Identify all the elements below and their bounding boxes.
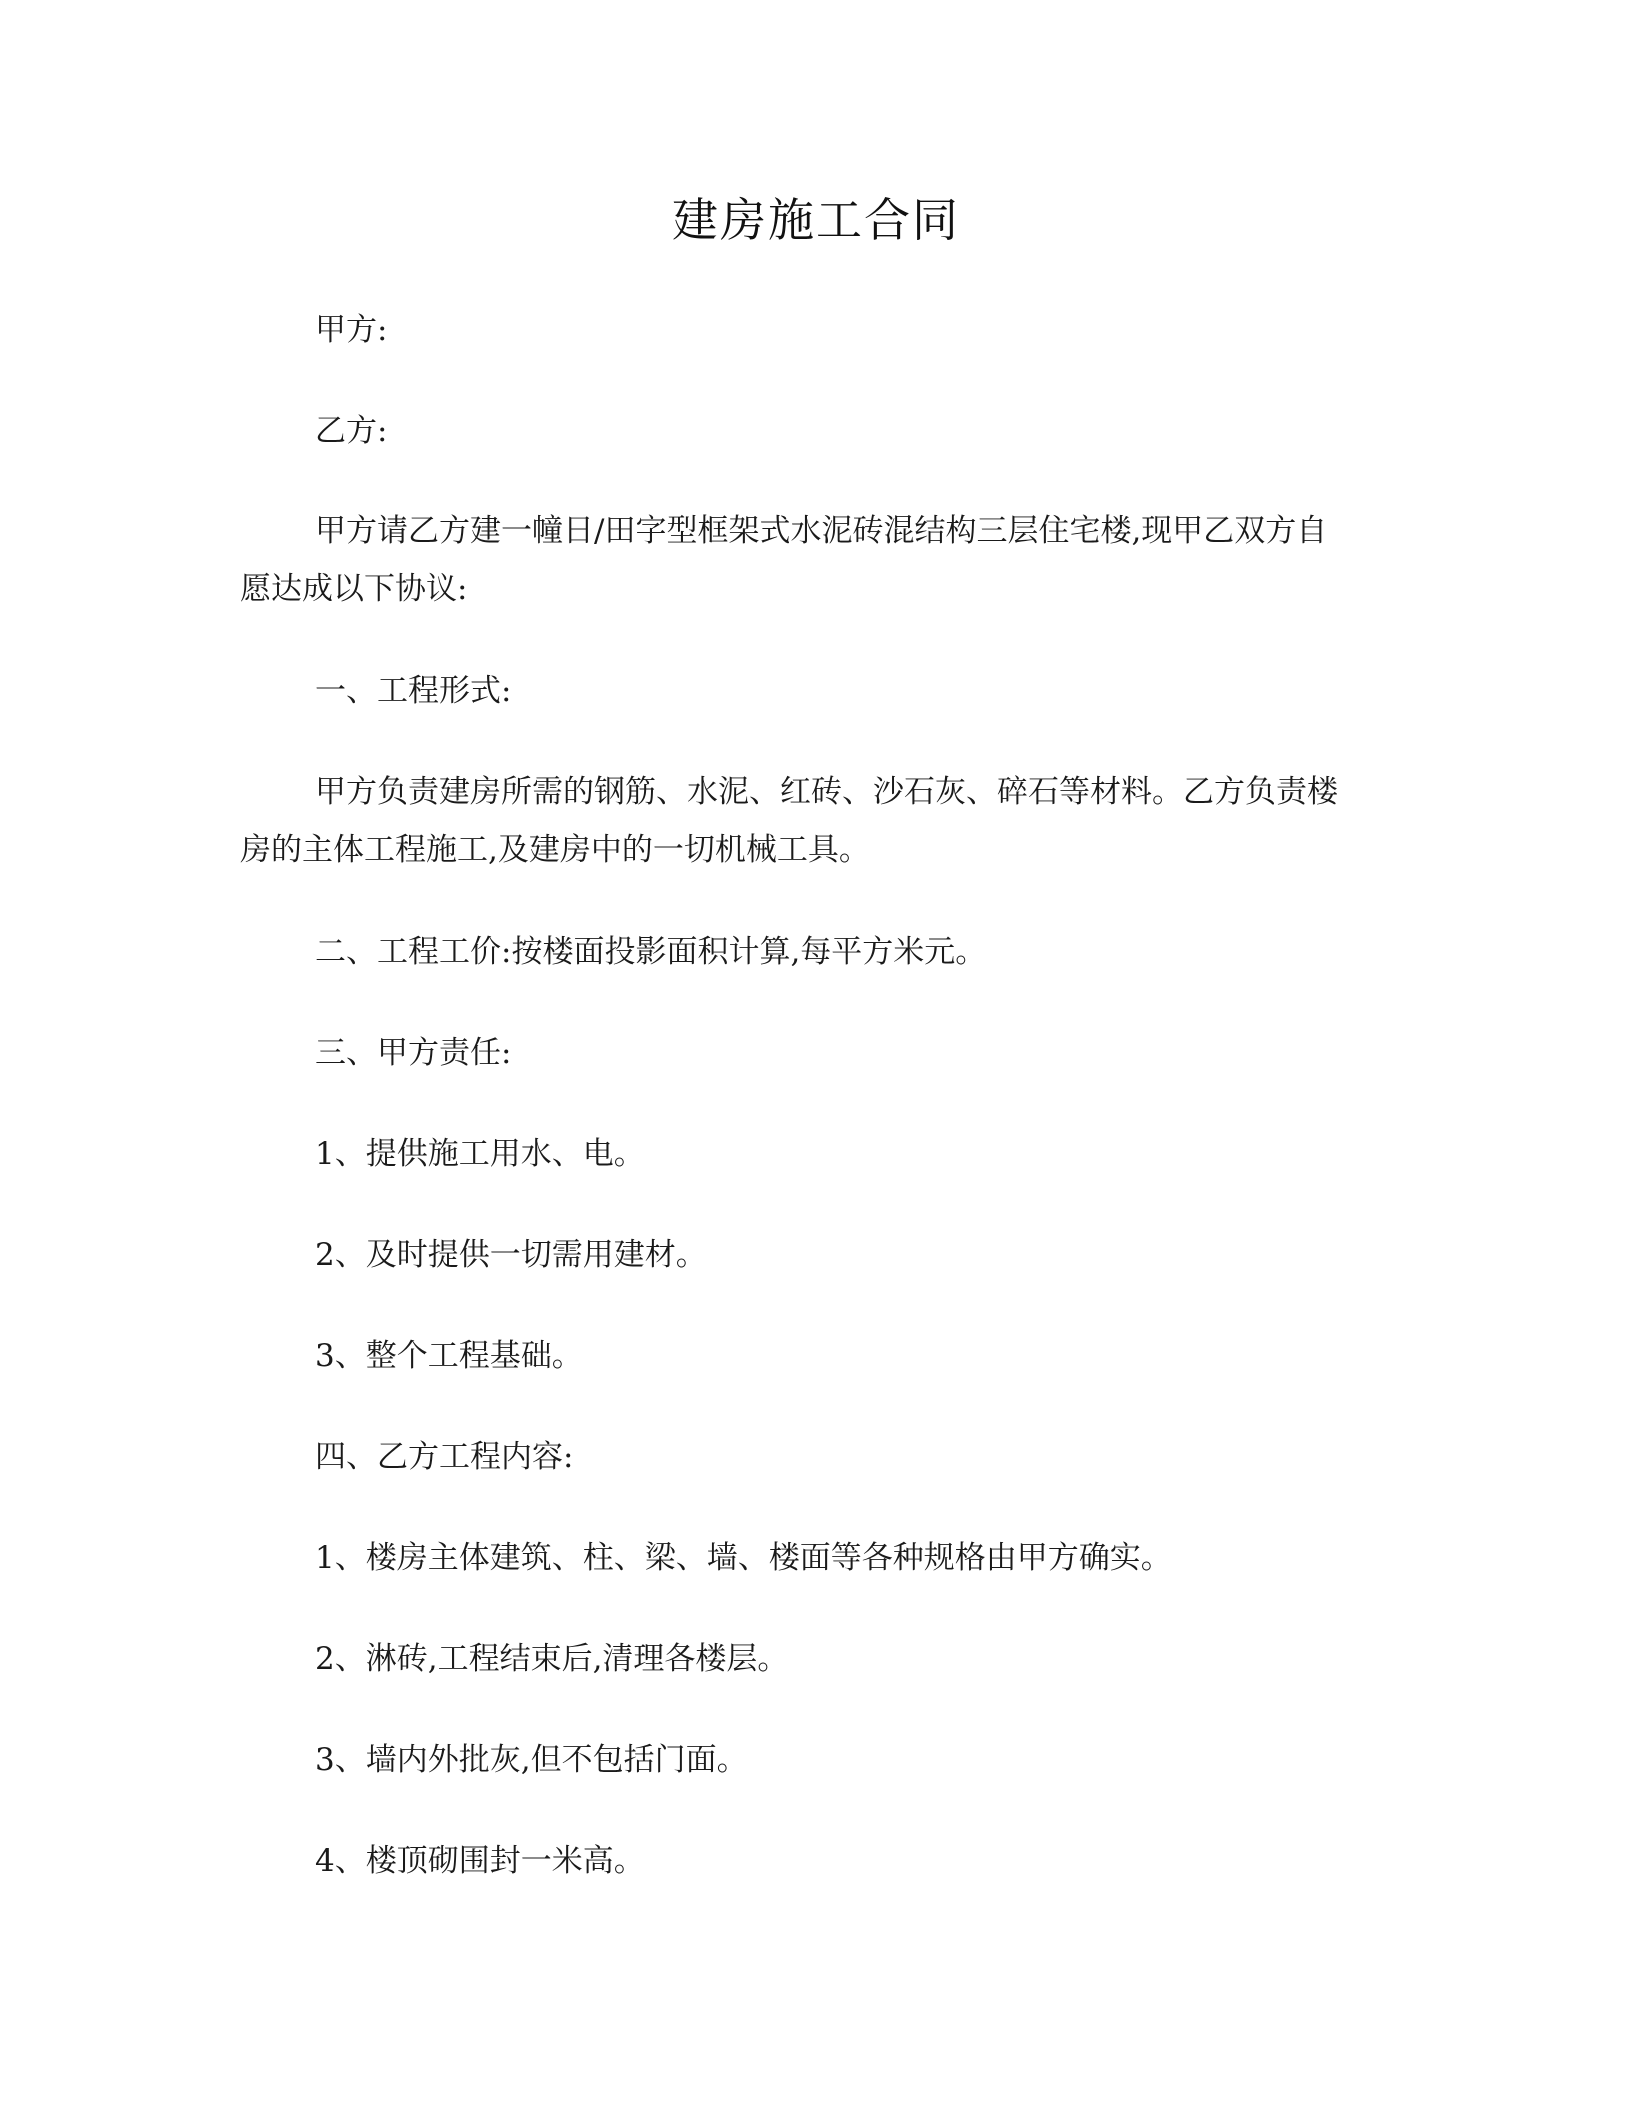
party-b-label: 乙方: [315, 413, 388, 449]
intro-line-1: 甲方请乙方建一幢日/田字型框架式水泥砖混结构三层住宅楼,现甲乙双方自 [315, 513, 1328, 549]
section-4-item: 4、楼顶砌围封一米高。 [315, 1843, 645, 1879]
document-title: 建房施工合同 [672, 193, 960, 247]
section-3-item: 3、整个工程基础。 [315, 1338, 583, 1374]
section-1-body-line-2: 房的主体工程施工,及建房中的一切机械工具。 [240, 832, 870, 868]
section-1-heading: 一、工程形式: [315, 673, 512, 709]
section-3-item: 1、提供施工用水、电。 [315, 1136, 645, 1172]
party-a-label: 甲方: [315, 312, 388, 348]
section-4-item: 2、淋砖,工程结束后,清理各楼层。 [315, 1641, 789, 1677]
section-4-item: 1、楼房主体建筑、柱、梁、墙、楼面等各种规格由甲方确实。 [315, 1540, 1172, 1576]
intro-line-2: 愿达成以下协议: [240, 571, 468, 607]
section-3-item: 2、及时提供一切需用建材。 [315, 1237, 707, 1273]
section-4-item: 3、墙内外批灰,但不包括门面。 [315, 1742, 748, 1778]
section-2-heading: 二、工程工价:按楼面投影面积计算,每平方米元。 [315, 934, 987, 970]
section-4-heading: 四、乙方工程内容: [315, 1439, 574, 1475]
section-1-body-line-1: 甲方负责建房所需的钢筋、水泥、红砖、沙石灰、碎石等材料。乙方负责楼 [315, 774, 1338, 810]
section-3-heading: 三、甲方责任: [315, 1035, 512, 1071]
